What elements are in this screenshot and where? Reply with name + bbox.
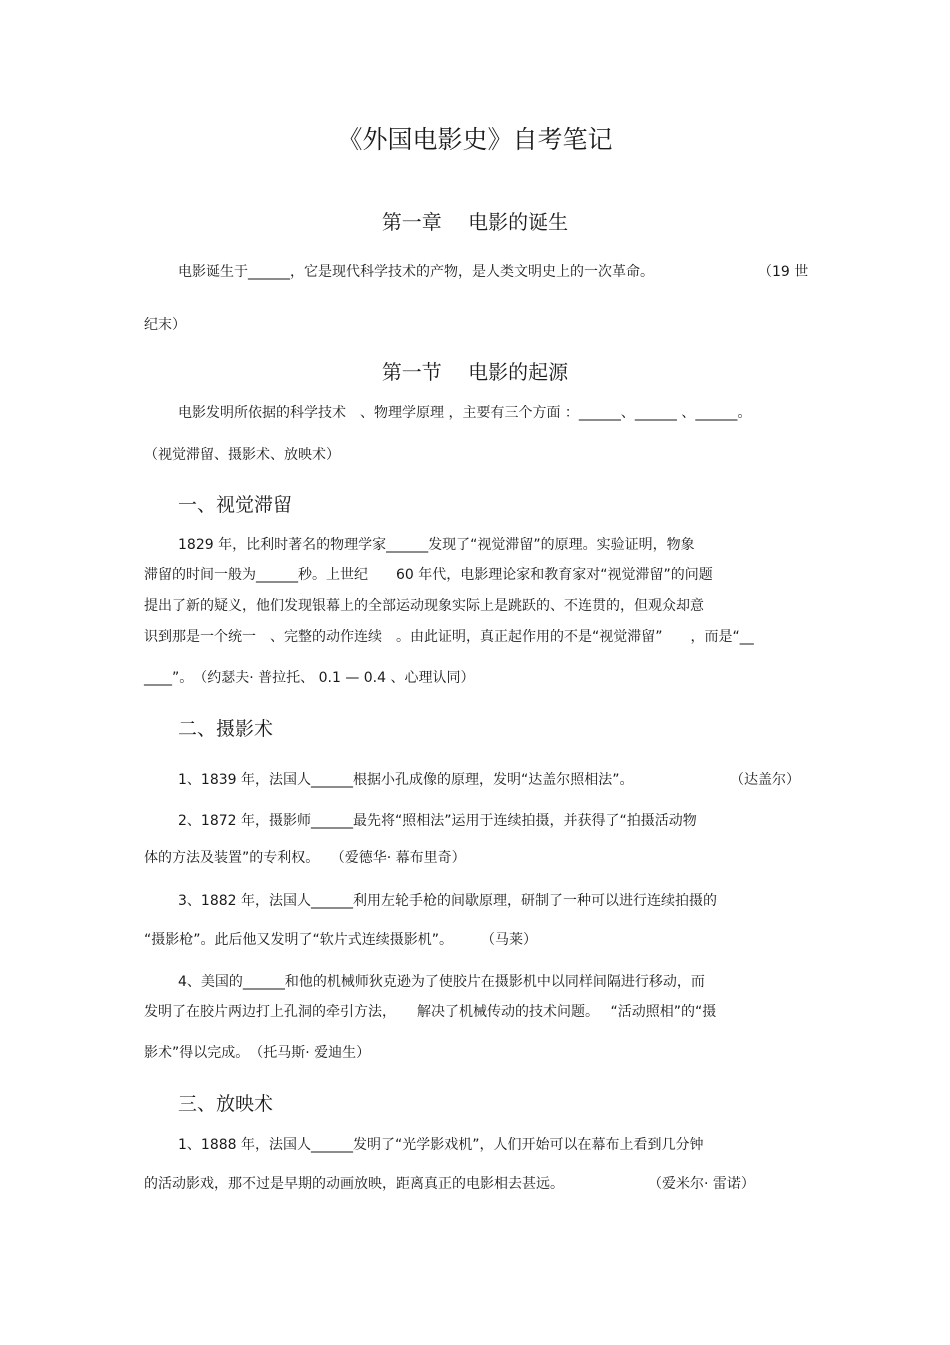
part1-heading: 一、视觉滞留 xyxy=(178,494,293,516)
part1-line: ____”。 （约瑟夫· 普拉托、 0.1 — 0.4 、心理认同） xyxy=(144,670,475,686)
section-intro-line-1: 电影发明所依据的科学技术 、物理学原理 ，主要有三个方面 ：______、______ 、______。 xyxy=(178,405,752,421)
intro-line-2: 纪末） xyxy=(144,317,186,333)
part3-heading: 三、放映术 xyxy=(178,1093,274,1115)
part2-item2-line1: 2、1872 年，摄影师______最先将“照相法”运用于连续拍摄，并获得了“拍摄活动物 xyxy=(178,813,697,829)
intro-line-1: 电影诞生于______，它是现代科学技术的产物，是人类文明史上的一次革命。 xyxy=(178,264,654,280)
part3-item1-line2: 的活动影戏，那不过是早期的动画放映，距离真正的电影相去甚远。 xyxy=(144,1176,564,1192)
part2-item4-line1: 4、美国的______和他的机械师狄克逊为了使胶片在摄影机中以同样间隔进行移动，而 xyxy=(178,974,705,990)
document-title: 《外国电影史》自考笔记 xyxy=(337,125,613,154)
section-intro-line-2: （视觉滞留、摄影术、放映术） xyxy=(144,447,340,463)
part2-item1-line1: 1、1839 年，法国人______根据小孔成像的原理，发明“达盖尔照相法”。 xyxy=(178,772,634,788)
part2-item3-line1: 3、1882 年，法国人______利用左轮手枪的间歇原理，研制了一种可以进行连续拍摄的 xyxy=(178,893,717,909)
part1-line: 1829 年，比利时著名的物理学家______发现了“视觉滞留”的原理。实验证明，物象 xyxy=(178,537,695,553)
part2-heading: 二、摄影术 xyxy=(178,718,274,740)
part1-line: 提出了新的疑义，他们发现银幕上的全部运动现象实际上是跳跃的、不连贯的，但观众却意 xyxy=(144,598,704,614)
intro-answer: （19 世 xyxy=(758,264,809,280)
part1-line: 识到那是一个统一 、完整的动作连续 。由此证明，真正起作用的不是“视觉滞留” ，而是“__ xyxy=(144,629,754,645)
part3-item1-answer: （爱米尔· 雷诺） xyxy=(648,1176,755,1192)
part2-item3-line2: “摄影枪”。此后他又发明了“软片式连续摄影机”。 （马莱） xyxy=(144,932,538,948)
section-title: 第一节 电影的起源 xyxy=(381,360,569,384)
part2-item1-answer: （达盖尔） xyxy=(730,772,800,788)
part1-line: 滞留的时间一般为______秒。上世纪 60 年代，电影理论家和教育家对“视觉滞留”的问题 xyxy=(144,567,713,583)
part3-item1-line1: 1、1888 年，法国人______发明了“光学影戏机”，人们开始可以在幕布上看到几分钟 xyxy=(178,1137,704,1153)
part2-item4-line2: 发明了在胶片两边打上孔洞的牵引方法， 解决了机械传动的技术问题。 “活动照相”的“摄 xyxy=(144,1004,717,1020)
chapter-title: 第一章 电影的诞生 xyxy=(381,210,569,234)
part2-item4-line3: 影术”得以完成。 （托马斯· 爱迪生） xyxy=(144,1045,371,1061)
part2-item2-line2: 体的方法及装置”的专利权。 （爱德华· 幕布里奇） xyxy=(144,850,466,866)
